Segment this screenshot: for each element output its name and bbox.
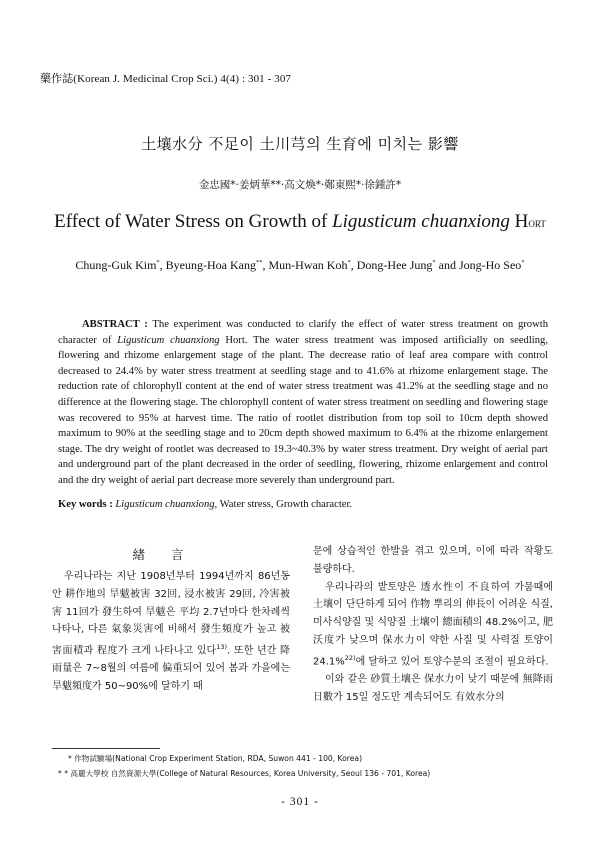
korean-title: 土壤水分 不足이 土川芎의 生育에 미치는 影響: [141, 135, 459, 153]
keywords-species: Ligusticum chuanxiong,: [115, 499, 218, 510]
author-3-mark: *: [347, 259, 351, 266]
left-col-text-2: . 또한 년간 降雨量은 7~8월의 여름에 偏重되어 있어 봄과 가을에는 旱魃頻度가 50~90%에 달하기 때: [52, 645, 290, 693]
author-5-mark: *: [521, 259, 525, 266]
footnote-1: * 作物試驗場(National Crop Experiment Station, RDA, Suwon 441 - 100, Korea): [68, 754, 363, 763]
right-col-p2-text: 우리나라의 밭토양은 透水性이 不良하여 가뭄때에 土壤이 단단하게 되어 作物 뿌리의 伸長이 어려운 식질, 미사식양질 및 식양질 土壤이 總面積의 48.2%이고, 肥沃度가 낮으며 保水力이 약한 사질 및 사력질 토양이 24.1%: [313, 581, 553, 668]
abstract: [58, 317, 548, 489]
right-column-text: [313, 543, 553, 707]
right-col-p2-text-b: 에 달하고 있어 토양수분의 조절이 필요하다.: [355, 656, 549, 668]
author-5: and Jong-Ho Seo: [438, 258, 522, 272]
keywords-rest: Water stress, Growth character.: [217, 499, 353, 510]
left-col-citation: 13): [216, 643, 228, 652]
page-number: - 301 -: [281, 796, 319, 808]
footnote-rule: [52, 748, 160, 749]
author-2: Byeung-Hoa Kang: [165, 258, 256, 272]
korean-authors: 金忠國*·姜炳華**·高文煥*·鄭東熙*·徐鍾許*: [198, 179, 402, 191]
keywords-label: Key words :: [58, 499, 113, 510]
title-author-rest: ORT: [528, 219, 546, 229]
journal-header: 藥作誌(Korean J. Medicinal Crop Sci.) 4(4) : 301 - 307: [40, 73, 292, 85]
english-authors: Chung-Guk Kim*, Byeung-Hoa Kang**, Mun-Hwan Koh*, Dong-Hee Jung* and Jong-Ho Seo*: [75, 258, 525, 272]
abstract-text-2: Hort. The water stress treatment was imposed artificially on seedling, flowering and rhizome enlargement stage of the plant. The decrease ratio of leaf area compare with control decreased to 24.4% by water stress treatment at seedling stage and to 41.6% at rhizome enlargement stage. The reduction rate of chlorophyll content at the end of water stress treatment was 41.2% at the seedling stage and no difference at the flowering stage. The chlorophyll content of water stress treatment on seedling and flowering stage was recovered to 95% at harvest time. The ratio of rootlet distribution from top soil to 10cm depth showed maximum to 90% at the seedling stage and to 20cm depth showed maximum to 6.4% at the rhizome enlargement stage. The dry weight of rootlet was decreased to 19.3~40.3% by water stress treatment. Dry weight of aerial part and underground part of the plant decreased in the order of seedling, flowering, rhizome enlargement and control and the dry weight of aerial part decrease more severely than underground part.: [58, 334, 548, 486]
left-col-text: 우리나라는 지난 1908년부터 1994년까지 86년동안 耕作地의 旱魃被害 32回, 浸水被害 29回, 冷害被害 11回가 發生하여 旱魃은 平均 2.7년마다 한차례씩 나타나, 다른 氣象災害에 비해서 發生頻度가 높고 被害面積과 程度가 크게 나타나고 있다: [52, 571, 290, 657]
right-col-paragraph-1: 문에 상습적인 한발을 겪고 있으며, 이에 따라 작황도 불량하다.: [313, 546, 553, 575]
title-main: Effect of Water Stress on Growth of: [54, 211, 333, 232]
right-col-paragraph-3: 이와 같은 砂質土壤은 保水力이 낮기 때문에 無降雨 日數가 15일 정도만 계속되어도 有效水分의: [313, 673, 553, 703]
abstract-label: ABSTRACT :: [82, 319, 148, 330]
abstract-species: Ligusticum chuanxiong: [117, 334, 220, 346]
title-species: Ligusticum chuanxiong: [332, 211, 510, 232]
author-3: Mun-Hwan Koh: [268, 258, 348, 272]
title-author-cap: H: [514, 211, 529, 232]
right-col-paragraph-2: [313, 579, 553, 671]
left-column-text: [52, 568, 290, 696]
author-1-mark: *: [156, 259, 160, 266]
abstract-text-1: The experiment was conducted to clarify the effect of water stress treatment on growth character of: [58, 319, 548, 346]
keywords: [58, 499, 548, 510]
author-4: Dong-Hee Jung: [356, 258, 433, 272]
section-heading: 緖言: [132, 547, 210, 562]
footnote-2: * * 高麗大學校 自然資源大學(College of Natural Resources, Korea University, Seoul 136 - 701, Korea): [58, 769, 431, 778]
author-2-mark: **: [255, 259, 263, 266]
right-col-citation: 22): [344, 653, 356, 662]
author-4-mark: *: [432, 259, 436, 266]
english-title: [0, 211, 600, 233]
author-1: Chung-Guk Kim: [75, 258, 157, 272]
